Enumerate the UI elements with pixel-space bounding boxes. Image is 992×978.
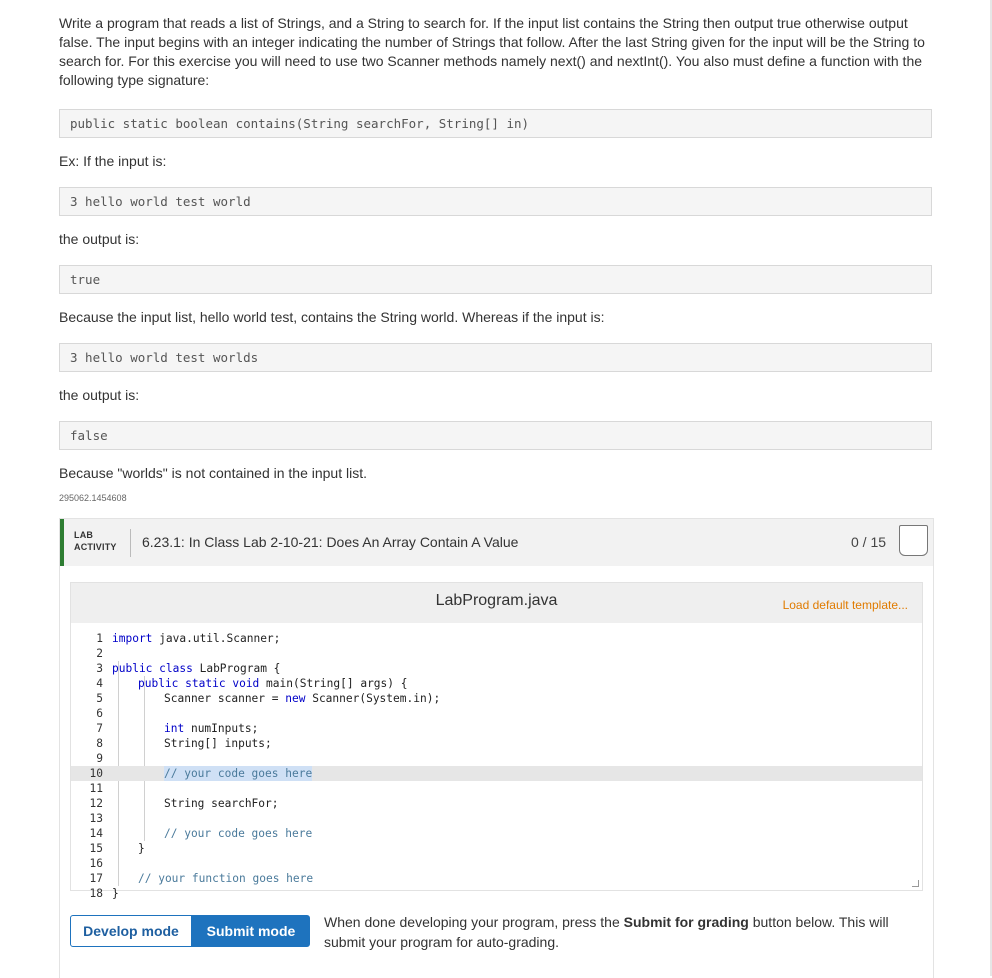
code-text: public class LabProgram { — [112, 662, 281, 675]
line-number: 3 — [96, 662, 103, 675]
line-number: 5 — [96, 692, 103, 705]
code-text: int numInputs; — [164, 722, 259, 735]
code-text: import java.util.Scanner; — [112, 632, 281, 645]
code-text: String searchFor; — [164, 797, 279, 810]
line-number: 2 — [96, 647, 103, 660]
lab-score: 0 / 15 — [851, 534, 887, 550]
editor-header — [71, 583, 922, 623]
code-line[interactable] — [71, 751, 922, 766]
line-number: 1 — [96, 632, 103, 645]
code-comment: // your function goes here — [138, 872, 314, 885]
line-number: 11 — [89, 782, 103, 795]
example-1-input: 3 hello world test world — [59, 187, 932, 216]
code-line[interactable] — [71, 676, 922, 691]
example-label: Ex: If the input is: — [59, 153, 167, 169]
code-text: public static void main(String[] args) { — [138, 677, 408, 690]
code-line-active[interactable] — [71, 766, 922, 781]
code-line[interactable] — [71, 691, 922, 706]
lab-label-line2: ACTIVITY — [74, 542, 117, 552]
lab-activity-label — [74, 529, 117, 553]
code-comment: // your code goes here — [164, 827, 313, 840]
problem-description: Write a program that reads a list of Strings, and a String to search for. If the input list contains the String then output true otherwise output false. The input begins with an integer indicating the number of Strings that follow. After the last String given for the input will be the String to search for. For this exercise you will need to use two Scanner methods namely next() and nextInt(). You also must define a function with the following type signature: — [59, 15, 925, 88]
function-signature: public static boolean contains(String searchFor, String[] in) — [59, 109, 932, 138]
code-line[interactable] — [71, 856, 922, 871]
explanation-1: Because the input list, hello world test, contains the String world. Whereas if the input is: — [59, 309, 605, 325]
line-number: 9 — [96, 752, 103, 765]
code-text: String[] inputs; — [164, 737, 272, 750]
code-line[interactable] — [71, 736, 922, 751]
line-number: 15 — [89, 842, 103, 855]
output-label-2: the output is: — [59, 387, 140, 403]
lab-title: 6.23.1: In Class Lab 2-10-21: Does An Array Contain A Value — [142, 534, 519, 550]
line-number: 17 — [89, 872, 103, 885]
line-number: 18 — [89, 887, 103, 900]
line-number: 8 — [96, 737, 103, 750]
lab-header — [60, 519, 933, 566]
line-number: 16 — [89, 857, 103, 870]
example-1-output: true — [59, 265, 932, 294]
code-text: } — [112, 887, 119, 900]
lab-activity — [59, 518, 934, 978]
code-line[interactable] — [71, 826, 922, 841]
develop-mode-button[interactable]: Develop mode — [70, 915, 192, 947]
example-2-output: false — [59, 421, 932, 450]
code-line[interactable] — [71, 811, 922, 826]
code-line[interactable] — [71, 886, 922, 901]
code-editor[interactable] — [70, 582, 923, 900]
code-text: } — [138, 842, 145, 855]
code-line[interactable] — [71, 631, 922, 646]
line-number: 10 — [89, 767, 103, 780]
code-text: Scanner scanner = new Scanner(System.in); — [164, 692, 441, 705]
code-line[interactable] — [71, 661, 922, 676]
submit-mode-button[interactable]: Submit mode — [192, 915, 310, 947]
code-line[interactable] — [71, 721, 922, 736]
load-default-template-link[interactable]: Load default template... — [782, 598, 908, 612]
output-label-1: the output is: — [59, 231, 140, 247]
code-line[interactable] — [71, 841, 922, 856]
explanation-2: Because "worlds" is not contained in the input list. — [59, 465, 367, 481]
lab-label-line1: LAB — [74, 530, 94, 540]
item-id: 295062.1454608 — [59, 493, 127, 503]
code-line[interactable] — [71, 706, 922, 721]
code-line[interactable] — [71, 781, 922, 796]
submit-for-grading-emphasis: Submit for grading — [623, 914, 749, 930]
example-2-input: 3 hello world test worlds — [59, 343, 932, 372]
line-number: 4 — [96, 677, 103, 690]
file-name: LabProgram.java — [435, 592, 558, 609]
completion-badge-icon — [899, 525, 928, 556]
line-number: 14 — [89, 827, 103, 840]
submit-instructions: When done developing your program, press the Submit for grading button below. This will submit your program for auto-grading. — [324, 914, 889, 950]
line-number: 12 — [89, 797, 103, 810]
code-line[interactable] — [71, 646, 922, 661]
mode-toggle — [70, 915, 310, 947]
line-number: 6 — [96, 707, 103, 720]
code-area[interactable] — [71, 631, 922, 900]
lab-header-divider — [130, 529, 131, 557]
code-line[interactable] — [71, 871, 922, 886]
line-number: 7 — [96, 722, 103, 735]
code-line[interactable] — [71, 796, 922, 811]
resize-handle-icon[interactable] — [912, 880, 919, 887]
line-number: 13 — [89, 812, 103, 825]
code-comment: // your code goes here — [164, 767, 313, 780]
